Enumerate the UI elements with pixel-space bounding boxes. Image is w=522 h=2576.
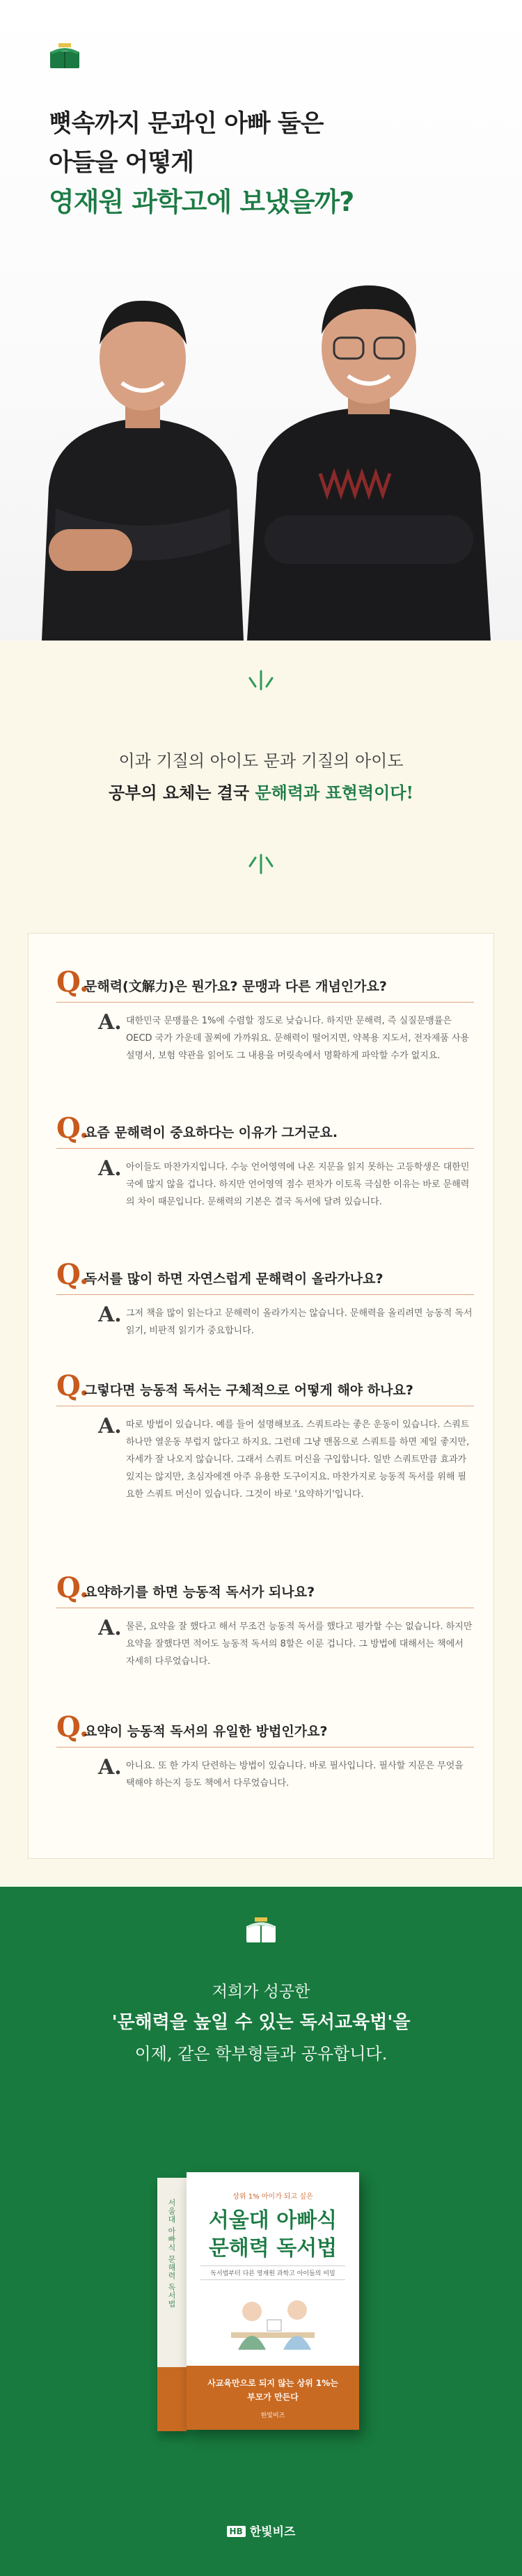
book-band-line2: 부모가 만든다	[247, 2392, 299, 2402]
promo-text	[0, 1977, 522, 2069]
answer-mark: A.	[98, 1414, 122, 1438]
book-icon	[49, 42, 81, 70]
qa-card	[28, 933, 494, 1859]
banner-text	[0, 745, 522, 809]
question-text: 요약하기를 하면 능동적 독서가 되나요?	[84, 1585, 315, 1600]
question-text: 그렇다면 능동적 독서는 구체적으로 어떻게 해야 하나요?	[84, 1383, 413, 1398]
book-cover	[187, 2172, 359, 2430]
question-text: 요즘 문해력이 중요하다는 이유가 그거군요.	[84, 1125, 338, 1140]
answer-text: 그저 책을 많이 읽는다고 문해력이 올라가지는 않습니다. 문해력을 올리려면 능동적 독서 읽기, 비판적 읽기가 중요합니다.	[126, 1308, 473, 1336]
answer-text: 아이들도 마찬가지입니다. 수능 언어영역에 나온 지문을 읽지 못하는 고등학생은 대한민국에 많지 않을 겁니다. 하지만 언어영역 점수 편차가 이토록 극심한 이유는 바로 문해력의 차이 때문입니다. 문해력의 기본은 결국 독서에 달려 있습니다.	[126, 1162, 470, 1207]
book-illustration	[203, 2284, 342, 2360]
banner-line2-highlight: 문해력과 표현력이다!	[255, 783, 414, 803]
promo-line1: 저희가 성공한	[212, 1983, 310, 2001]
book-band-line1: 사교육만으로 되지 않는 상위 1%는	[207, 2378, 338, 2388]
qa-section	[0, 933, 522, 1887]
sparkle-bottom-icon	[240, 849, 282, 877]
sparkle-top-icon	[240, 668, 282, 696]
book-title-line1: 서울대 아빠식	[208, 2208, 338, 2233]
question-divider	[56, 1294, 474, 1295]
question-mark: Q.	[56, 1369, 89, 1402]
question-divider	[56, 1747, 474, 1748]
banner-line1: 이과 기질의 아이도 문과 기질의 아이도	[118, 751, 404, 771]
answer-mark: A.	[98, 1010, 122, 1035]
hero-title-line3: 영재원 과학고에 보냈을까?	[49, 187, 354, 217]
hero-title-line1: 뼛속까지 문과인 아빠 둘은	[49, 110, 324, 138]
publisher-logo-mark: HB	[227, 2526, 246, 2537]
qa-item	[56, 1571, 474, 1670]
book-subtitle: 독서법부터 다른 영재원 과학고 아이들의 비밀	[200, 2265, 345, 2280]
publisher-logo	[0, 2522, 522, 2539]
question-text: 요약이 능동적 독서의 유일한 방법인가요?	[84, 1724, 328, 1739]
promo-line2: '문해력을 높일 수 있는 독서교육법'을	[111, 2012, 411, 2033]
book-publisher: 한빛비즈	[260, 2412, 285, 2419]
promo-section	[0, 1887, 522, 2576]
question-mark: Q.	[56, 966, 89, 998]
banner-line2	[0, 777, 522, 809]
answer-mark: A.	[98, 1303, 122, 1327]
qa-item	[56, 1258, 474, 1340]
qa-item	[56, 1713, 474, 1792]
answer-mark: A.	[98, 1156, 122, 1181]
book-band	[187, 2366, 359, 2430]
answer-mark: A.	[98, 1755, 122, 1780]
hero-title-line2: 아들을 어떻게	[49, 149, 194, 177]
qa-item	[56, 1112, 474, 1211]
question-divider	[56, 1148, 474, 1149]
book-icon	[245, 1916, 277, 1944]
book-spine	[157, 2178, 187, 2431]
book-title-line2: 문해력 독서법	[208, 2236, 338, 2261]
answer-text: 따로 방법이 있습니다. 예를 들어 설명해보죠. 스쿼트라는 좋은 운동이 있습니다. 스쿼트 하나만 열운동 부럽지 않다고 하지요. 그런데 그냥 맨몸으로 스쿼트를 하면 제일 좋지만, 자세가 잘 나오지 않습니다. 그래서 스쿼트 머신을 구입합니다. 일반 스쿼트만큼 효과가 있지는 않지만, 초심자에겐 아주 유용한 도구이지요. 마찬가지로 능동적 독서를 위해 필요한 스쿼트 머신이 있습니다. 그것이 바로 '요약하기'입니다.	[126, 1420, 470, 1500]
father-portrait-right	[237, 265, 501, 641]
father-portrait-left	[28, 278, 258, 641]
question-mark: Q.	[56, 1112, 89, 1145]
hero-title	[49, 104, 354, 221]
question-mark: Q.	[56, 1711, 89, 1743]
promo-line3: 이제, 같은 학부형들과 공유합니다.	[134, 2044, 388, 2064]
spine-title: 서울대 아빠식 문해력 독서법	[167, 2199, 176, 2309]
theme-banner	[0, 641, 522, 933]
book-kicker: 상위 1% 아이가 되고 싶은	[232, 2193, 313, 2201]
publisher-logo-text: 한빛비즈	[249, 2525, 296, 2539]
answer-mark: A.	[98, 1616, 122, 1640]
qa-item	[56, 968, 474, 1065]
banner-line2-pre: 공부의 요체는 결국	[108, 783, 255, 803]
answer-text: 물론, 요약을 잘 했다고 해서 무조건 능동적 독서를 했다고 평가할 수는 없습니다. 하지만 요약을 잘했다면 적어도 능동적 독서의 8할은 이룬 겁니다. 그 방법에 대해서는 책에서 자세히 다루었습니다.	[126, 1621, 473, 1667]
question-mark: Q.	[56, 1258, 89, 1291]
question-divider	[56, 1002, 474, 1003]
answer-text: 대한민국 문맹률은 1%에 수렴할 정도로 낮습니다. 하지만 문해력, 즉 실질문맹률은 OECD 국가 가운데 꼴찌에 가까워요. 문해력이 떨어지면, 약복용 지도서, 전자제품 사용설명서, 보험 약관을 읽어도 그 내용을 머릿속에서 명확하게 파악할 수가 없지요.	[126, 1016, 470, 1061]
question-text: 독서를 많이 하면 자연스럽게 문해력이 올라가나요?	[84, 1271, 383, 1287]
qa-item	[56, 1369, 474, 1503]
spine-band	[157, 2367, 187, 2431]
answer-text: 아니요. 또 한 가지 단련하는 방법이 있습니다. 바로 필사입니다. 필사할 지문은 무엇을 택해야 하는지 등도 책에서 다루었습니다.	[126, 1761, 464, 1789]
hero-section	[0, 0, 522, 641]
question-text: 문해력(文解力)은 뭔가요? 문맹과 다른 개념인가요?	[84, 979, 387, 994]
question-mark: Q.	[56, 1571, 89, 1604]
